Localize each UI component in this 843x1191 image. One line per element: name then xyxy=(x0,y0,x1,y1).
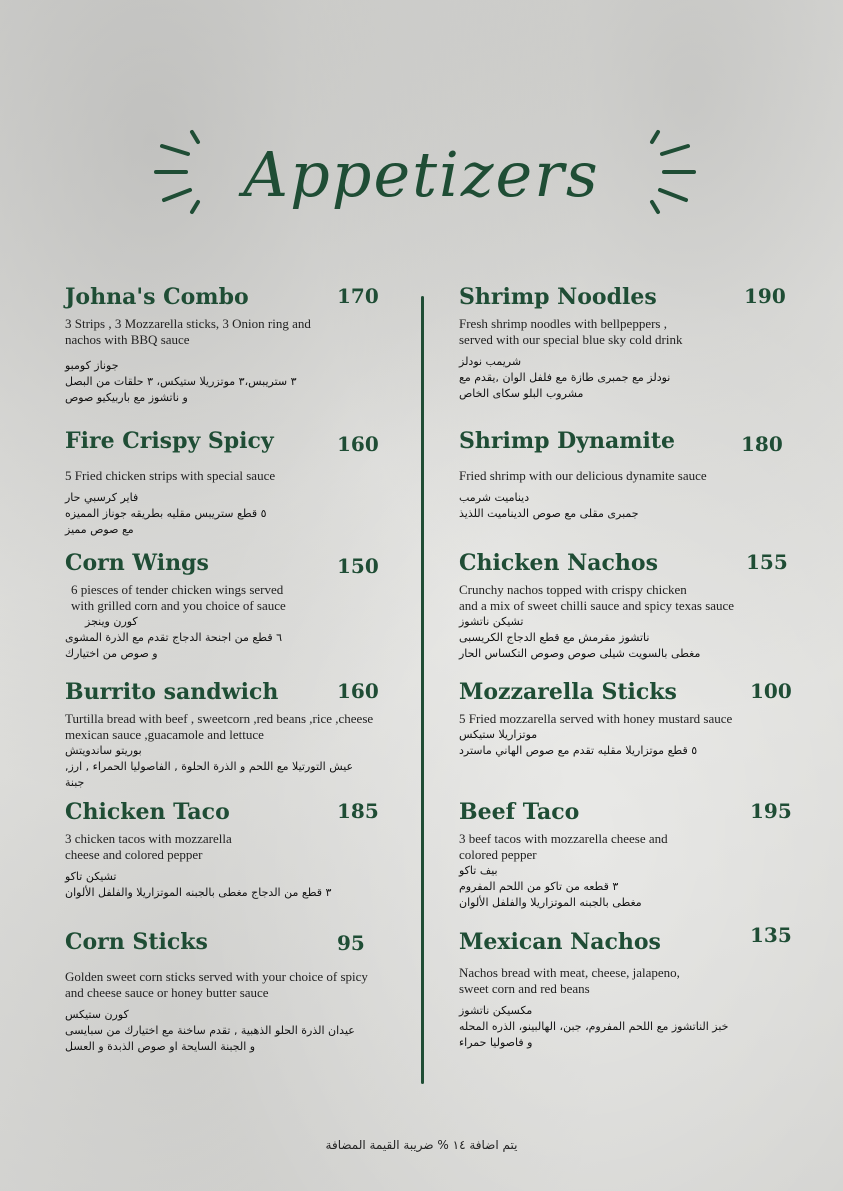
item-name: Johna's Combo xyxy=(65,284,249,310)
item-price: 135 xyxy=(750,923,792,947)
menu-item-johnas-combo xyxy=(65,284,405,406)
item-description: 3 chicken tacos with mozzarella cheese and colored pepper xyxy=(65,831,232,862)
item-arabic-description: ٣ ستريبس،٣ موتزريلا ستيكس، ٣ حلقات من البصل و ناتشوز مع باربيكيو صوص xyxy=(65,375,297,404)
item-arabic-name: تشيكن ناتشوز xyxy=(459,615,524,628)
item-name: Mexican Nachos xyxy=(459,929,661,955)
item-name: Corn Sticks xyxy=(65,929,208,955)
item-arabic-name: كورن ستيكس xyxy=(65,1008,129,1021)
right-rays-decoration xyxy=(630,120,700,220)
item-price: 160 xyxy=(337,432,379,456)
item-description: 3 beef tacos with mozzarella cheese and colored pepper xyxy=(459,831,668,862)
menu-item-mozzarella-sticks xyxy=(459,679,792,759)
item-description: Nachos bread with meat, cheese, jalapeno, sweet corn and red beans xyxy=(459,965,680,996)
item-price: 100 xyxy=(750,679,792,703)
item-arabic-description: ٥ قطع ستريبس مقليه بطريقه جوناز المميزه مع صوص مميز xyxy=(65,507,267,536)
menu-item-chicken-nachos xyxy=(459,550,789,662)
item-price: 195 xyxy=(750,799,792,823)
item-arabic-description: ٣ قطعه من تاكو من اللحم المفروم مغطى بالجبنه الموتزاريلا والفلفل الألوان xyxy=(459,880,642,909)
item-price: 95 xyxy=(337,931,365,955)
item-price: 170 xyxy=(337,284,379,308)
menu-item-shrimp-noodles xyxy=(459,284,789,402)
item-description: 6 piesces of tender chicken wings served with grilled corn and you choice of sauce xyxy=(71,582,286,613)
item-name: Mozzarella Sticks xyxy=(459,679,677,705)
item-name: Beef Taco xyxy=(459,799,580,825)
menu-item-mexican-nachos xyxy=(459,923,792,1051)
item-arabic-description: ٣ قطع من الدجاج مغطى بالجبنه الموتزاريلا والفلفل الألوان xyxy=(65,886,332,899)
item-arabic-description: خبز الناتشوز مع اللحم المفروم، جبن، الهالبينو، الذره المحله و فاصوليا حمراء xyxy=(459,1020,729,1049)
item-arabic-description: عيدان الذرة الحلو الذهبية , تقدم ساخنة مع اختيارك من سبايسى و الجبنة السايحة او صوص الذبدة و العسل xyxy=(65,1024,355,1053)
vat-notice: يتم اضافة ١٤ % ضريبة القيمة المضافة xyxy=(325,1138,518,1152)
item-price: 185 xyxy=(337,799,379,823)
item-arabic-name: بوريتو ساندويتش xyxy=(65,744,142,757)
column-divider xyxy=(421,296,424,1084)
item-description: Crunchy nachos topped with crispy chicken and a mix of sweet chilli sauce and spicy texas sauce xyxy=(459,582,735,613)
item-arabic-name: جوناز كومبو xyxy=(65,359,119,372)
menu-item-fire-crispy-spicy xyxy=(65,428,405,538)
menu-header xyxy=(0,120,843,240)
menu-item-corn-sticks xyxy=(65,929,410,1055)
item-arabic-name: تشيكن تاكو xyxy=(65,870,117,883)
item-description: Fried shrimp with our delicious dynamite sauce xyxy=(459,468,707,483)
item-name: Chicken Taco xyxy=(65,799,230,825)
item-name: Fire Crispy Spicy xyxy=(65,428,274,454)
item-arabic-description: ٥ قطع موتزاريلا مقليه تقدم مع صوص الهاني ماسترد xyxy=(459,744,698,757)
item-price: 155 xyxy=(746,550,788,574)
item-arabic-description: جمبرى مقلى مع صوص الديناميت اللذيذ xyxy=(459,507,639,520)
page-title: Appetizers xyxy=(243,138,600,211)
item-name: Burrito sandwich xyxy=(65,679,279,705)
menu-item-corn-wings xyxy=(65,550,405,662)
item-name: Shrimp Dynamite xyxy=(459,428,676,454)
item-arabic-name: ديناميت شرمب xyxy=(459,491,530,504)
item-arabic-name: موتزاريلا ستيكس xyxy=(459,728,538,741)
item-arabic-description: ٦ قطع من اجنحة الدجاج تقدم مع الذرة المشوى و صوص من اختيارك xyxy=(65,631,282,660)
item-description: 5 Fried mozzarella served with honey mustard sauce xyxy=(459,711,733,726)
item-arabic-description: عيش التورتيلا مع اللحم و الذرة الحلوة , الفاصوليا الحمراء , ارز, جبنة xyxy=(65,760,354,789)
menu-item-burrito-sandwich xyxy=(65,679,410,791)
menu-item-chicken-taco xyxy=(65,799,405,901)
item-arabic-description: نودلز مع جمبرى طازة مع فلفل الوان ,يقدم مع مشروب البلو سكاى الخاص xyxy=(459,371,671,400)
item-name: Corn Wings xyxy=(65,550,209,576)
menu-item-shrimp-dynamite xyxy=(459,428,789,522)
item-arabic-name: بيف تاكو xyxy=(459,864,498,877)
item-arabic-description: ناتشوز مقرمش مع قطع الدجاج الكريسبى مغطى بالسويت شيلى صوص وصوص التكساس الحار xyxy=(459,631,701,660)
menu-item-beef-taco xyxy=(459,799,792,911)
item-arabic-name: شريمب نودلز xyxy=(459,355,522,368)
item-price: 180 xyxy=(741,432,783,456)
item-arabic-name: فاير كرسبي حار xyxy=(65,491,139,504)
item-arabic-name: كورن وينجز xyxy=(85,615,138,628)
item-description: Turtilla bread with beef , sweetcorn ,red beans ,rice ,cheese mexican sauce ,guacamole and lettuce xyxy=(65,711,374,742)
item-price: 150 xyxy=(337,554,379,578)
item-price: 160 xyxy=(337,679,379,703)
item-description: 3 Strips , 3 Mozzarella sticks, 3 Onion ring and nachos with BBQ sauce xyxy=(65,316,311,347)
item-arabic-name: مكسيكن ناتشوز xyxy=(459,1004,533,1017)
item-description: Fresh shrimp noodles with bellpeppers , served with our special blue sky cold drink xyxy=(459,316,683,347)
item-description: Golden sweet corn sticks served with your choice of spicy and cheese sauce or honey butter sauce xyxy=(65,969,368,1000)
item-description: 5 Fried chicken strips with special sauce xyxy=(65,468,276,483)
item-name: Chicken Nachos xyxy=(459,550,658,576)
item-price: 190 xyxy=(744,284,786,308)
item-name: Shrimp Noodles xyxy=(459,284,657,310)
